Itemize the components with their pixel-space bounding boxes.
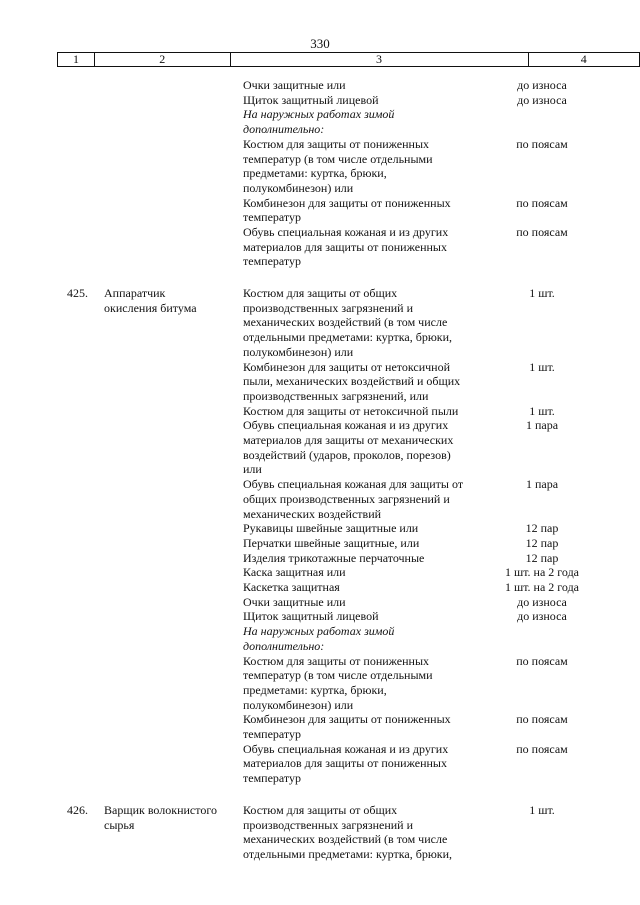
issue-norm: по поясам bbox=[516, 653, 568, 668]
issue-norm: 1 шт. на 2 года bbox=[504, 580, 580, 594]
item-text: Обувь специальная кожаная и из других bbox=[243, 225, 449, 239]
item-text: материалов для защиты от пониженных bbox=[243, 239, 447, 254]
item-text: отдельными предметами: куртка, брюки, bbox=[243, 330, 453, 345]
item-text: Каскетка защитная bbox=[243, 580, 340, 594]
issue-norm: по поясам bbox=[516, 741, 568, 756]
item-text: температур bbox=[243, 771, 302, 786]
issue-norm: 12 пар bbox=[525, 521, 559, 536]
page-number: 330 bbox=[310, 36, 330, 51]
issue-norm: по поясам bbox=[516, 195, 568, 210]
issue-norm: до износа bbox=[517, 609, 567, 624]
issue-norm: до износа bbox=[517, 78, 567, 92]
item-text: Щиток защитный лицевой bbox=[243, 92, 379, 107]
item-text: Комбинезон для защиты от нетоксичной bbox=[243, 359, 451, 374]
item-text: Комбинезон для защиты от пониженных bbox=[243, 712, 451, 727]
item-text: Каска защитная или bbox=[243, 565, 346, 580]
item-text: полукомбинезон) или bbox=[243, 180, 354, 195]
issue-norm: до износа bbox=[517, 594, 567, 609]
profession-name: сырья bbox=[104, 817, 135, 832]
issue-norm: 1 шт. на 2 года bbox=[504, 565, 580, 580]
column-header-1: 1 bbox=[58, 53, 95, 67]
column-header-table bbox=[57, 52, 640, 67]
item-text: производственных загрязнений и bbox=[243, 817, 414, 832]
profession-name: Аппаратчик bbox=[104, 286, 166, 300]
item-text: Рукавицы швейные защитные или bbox=[243, 521, 419, 536]
item-text: Костюм для защиты от общих bbox=[243, 286, 398, 300]
profession-name: окисления битума bbox=[104, 300, 197, 315]
item-text: Обувь специальная кожаная и из других bbox=[243, 418, 449, 433]
item-text: Костюм для защиты от пониженных bbox=[243, 653, 430, 668]
item-text: Костюм для защиты от пониженных bbox=[243, 136, 430, 151]
issue-norm: 1 пара bbox=[525, 418, 559, 433]
item-text: Обувь специальная кожаная и из других bbox=[243, 741, 449, 756]
row-number: 425. bbox=[67, 286, 88, 300]
item-text: предметами: куртка, брюки, bbox=[243, 682, 387, 697]
item-text: механических воздействий (в том числе bbox=[243, 315, 448, 330]
item-text: Изделия трикотажные перчаточные bbox=[243, 550, 425, 565]
item-text: температур bbox=[243, 727, 302, 741]
item-text: температур bbox=[243, 254, 302, 269]
issue-norm: 12 пар bbox=[525, 535, 559, 550]
item-text: дополнительно: bbox=[243, 122, 325, 137]
item-text: Перчатки швейные защитные, или bbox=[243, 535, 420, 550]
issue-norm: до износа bbox=[517, 92, 567, 107]
column-header-4: 4 bbox=[528, 53, 639, 67]
issue-norm: 12 пар bbox=[525, 550, 559, 565]
item-text: На наружных работах зимой bbox=[243, 624, 395, 639]
item-text: материалов для защиты от механических bbox=[243, 433, 454, 447]
issue-norm: по поясам bbox=[516, 712, 568, 727]
item-text: температур bbox=[243, 210, 302, 225]
item-text: На наружных работах зимой bbox=[243, 107, 395, 122]
item-text: Костюм для защиты от общих bbox=[243, 803, 398, 817]
item-text: общих производственных загрязнений и bbox=[243, 491, 450, 506]
issue-norm: 1 пара bbox=[525, 477, 559, 492]
item-text: Комбинезон для защиты от пониженных bbox=[243, 195, 451, 210]
item-text: Очки защитные или bbox=[243, 594, 346, 609]
item-text: материалов для защиты от пониженных bbox=[243, 756, 447, 771]
item-text: полукомбинезон) или bbox=[243, 697, 354, 712]
item-text: механических воздействий (в том числе bbox=[243, 832, 448, 847]
item-text: производственных загрязнений и bbox=[243, 300, 414, 315]
item-text: Костюм для защиты от нетоксичной пыли bbox=[243, 403, 459, 418]
issue-norm: 1 шт. bbox=[529, 803, 555, 817]
column-header-3: 3 bbox=[230, 53, 528, 67]
issue-norm: 1 шт. bbox=[529, 403, 555, 418]
item-text: отдельными предметами: куртка, брюки, bbox=[243, 847, 453, 862]
item-text: температур (в том числе отдельными bbox=[243, 668, 433, 683]
item-text: предметами: куртка, брюки, bbox=[243, 166, 387, 181]
item-text: воздействий (ударов, проколов, порезов) bbox=[243, 447, 451, 462]
item-text: или bbox=[243, 462, 262, 477]
issue-norm: по поясам bbox=[516, 225, 568, 239]
issue-norm: 1 шт. bbox=[529, 286, 555, 300]
item-text: дополнительно: bbox=[243, 638, 325, 653]
row-number: 426. bbox=[67, 803, 88, 817]
item-text: Щиток защитный лицевой bbox=[243, 609, 379, 624]
item-text: Обувь специальная кожаная для защиты от bbox=[243, 477, 464, 492]
column-header-2: 2 bbox=[94, 53, 230, 67]
item-text: температур (в том числе отдельными bbox=[243, 151, 433, 166]
issue-norm: по поясам bbox=[516, 136, 568, 151]
item-text: пыли, механических воздействий и общих bbox=[243, 374, 461, 389]
item-text: производственных загрязнений, или bbox=[243, 388, 429, 403]
item-text: Очки защитные или bbox=[243, 78, 346, 92]
issue-norm: 1 шт. bbox=[529, 359, 555, 374]
profession-name: Варщик волокнистого bbox=[104, 803, 217, 817]
item-text: механических воздействий bbox=[243, 506, 382, 521]
item-text: полукомбинезон) или bbox=[243, 344, 354, 359]
